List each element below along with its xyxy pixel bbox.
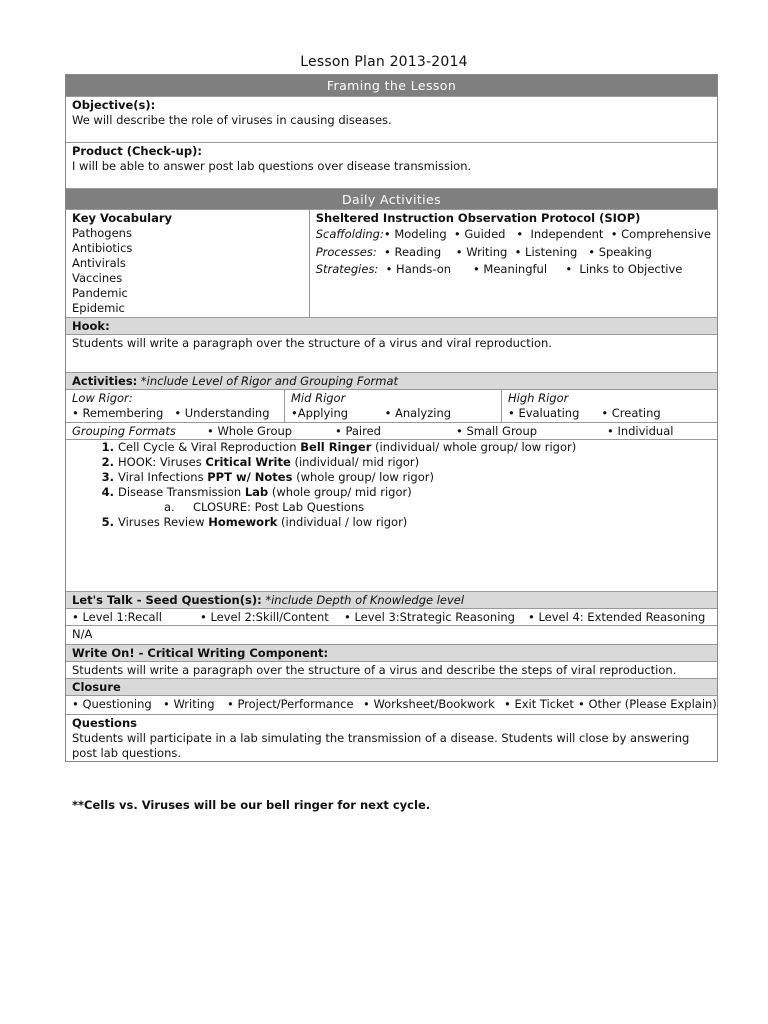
questions-text: Students will participate in a lab simulating the transmission of a disease. Students will close by answering post lab questions. — [72, 731, 690, 760]
closure-option: • Project/Performance — [227, 697, 354, 711]
key-vocabulary — [66, 210, 309, 317]
processes-options: • Reading • Writing • Listening • Speaking — [376, 244, 652, 259]
scaffolding-options: • Modeling • Guided • Independent • Comprehensive — [383, 227, 711, 241]
closure-option: • Exit Ticket — [504, 697, 574, 711]
dok-level: • Level 1:Recall — [72, 610, 162, 624]
vocab-item: Pandemic — [72, 286, 128, 300]
objective-text: We will describe the role of viruses in causing diseases. — [72, 113, 392, 127]
closure-option: • Other (Please Explain) — [578, 697, 717, 711]
scaffolding-label: Scaffolding: — [315, 227, 384, 241]
siop-label: Sheltered Instruction Observation Protocol (SIOP) — [315, 211, 641, 225]
closure-options — [66, 695, 717, 714]
grouping-formats — [66, 422, 717, 439]
list-item: 1. Cell Cycle & Viral Reproduction Bell Ringer (individual/ whole group/ low rigor) — [118, 440, 717, 455]
mid-rigor — [284, 390, 501, 422]
grouping-option: • Individual — [607, 424, 674, 438]
footnote: **Cells vs. Viruses will be our bell ringer for next cycle. — [72, 798, 431, 812]
closure-label: Closure — [66, 678, 717, 695]
questions-section — [66, 714, 717, 761]
grouping-option: • Small Group — [456, 424, 538, 438]
daily-header: Daily Activities — [66, 188, 717, 209]
closure-option: • Writing — [163, 697, 215, 711]
vocab-label: Key Vocabulary — [72, 211, 173, 225]
low-rigor-options: • Remembering • Understanding — [72, 406, 270, 420]
list-item: 2. HOOK: Viruses Critical Write (individual/ mid rigor) — [118, 455, 717, 470]
page-title: Lesson Plan 2013-2014 — [300, 54, 468, 70]
hook-label: Hook: — [66, 317, 717, 334]
high-rigor-options: • Evaluating • Creating — [508, 406, 661, 420]
high-rigor — [501, 390, 717, 422]
letstalk-answer: N/A — [66, 625, 717, 644]
list-item: 4. Disease Transmission Lab (whole group/ mid rigor) a. CLOSURE: Post Lab Questions — [118, 485, 717, 515]
dok-levels — [66, 608, 717, 625]
hook-text: Students will write a paragraph over the structure of a virus and viral reproduction. — [66, 334, 717, 372]
letstalk-header — [66, 591, 717, 608]
product-label: Product (Check-up): — [72, 144, 202, 158]
grouping-option: • Paired — [335, 424, 381, 438]
low-rigor — [66, 390, 284, 422]
high-rigor-label: High Rigor — [508, 391, 569, 405]
dok-level: • Level 2:Skill/Content — [200, 610, 329, 624]
siop — [309, 210, 717, 317]
vocab-item: Vaccines — [72, 271, 123, 285]
lesson-plan-table — [65, 74, 718, 762]
activities-label: Activities: — [72, 374, 138, 388]
framing-header: Framing the Lesson — [66, 75, 717, 96]
grouping-label: Grouping Formats — [72, 424, 176, 438]
strategies-label: Strategies: — [315, 262, 379, 276]
activities-note: *include Level of Rigor and Grouping Format — [137, 374, 398, 388]
letstalk-label: Let's Talk - Seed Question(s): — [72, 593, 262, 607]
vocab-item: Epidemic — [72, 301, 125, 315]
low-rigor-label: Low Rigor: — [72, 391, 133, 405]
processes-label: Processes: — [315, 244, 377, 259]
dok-level: • Level 3:Strategic Reasoning — [344, 610, 515, 624]
list-item: 3. Viral Infections PPT w/ Notes (whole group/ low rigor) — [118, 470, 717, 485]
vocab-item: Pathogens — [72, 226, 132, 240]
strategies-options: • Hands-on • Meaningful • Links to Objective — [378, 262, 683, 276]
vocab-item: Antibiotics — [72, 241, 133, 255]
objective-section — [66, 96, 717, 142]
questions-label: Questions — [72, 716, 137, 730]
rigor-levels — [66, 389, 717, 422]
list-sub-item: a. CLOSURE: Post Lab Questions — [164, 500, 365, 514]
writeon-text: Students will write a paragraph over the structure of a virus and describe the steps of viral reproduction. — [66, 661, 717, 678]
activities-header — [66, 372, 717, 389]
activities-list — [66, 439, 717, 591]
vocab-item: Antivirals — [72, 256, 126, 270]
vocab-siop-section — [66, 209, 717, 317]
closure-option: • Worksheet/Bookwork — [363, 697, 495, 711]
objective-label: Objective(s): — [72, 98, 156, 112]
product-section — [66, 142, 717, 188]
letstalk-note: *include Depth of Knowledge level — [261, 593, 465, 607]
mid-rigor-options: •Applying • Analyzing — [291, 406, 452, 420]
closure-option: • Questioning — [72, 697, 152, 711]
grouping-option: • Whole Group — [207, 424, 293, 438]
writeon-label: Write On! - Critical Writing Component: — [66, 644, 717, 661]
dok-level: • Level 4: Extended Reasoning — [528, 610, 706, 624]
product-text: I will be able to answer post lab questions over disease transmission. — [72, 159, 472, 173]
list-item: 5. Viruses Review Homework (individual / low rigor) — [118, 515, 717, 530]
mid-rigor-label: Mid Rigor — [291, 391, 346, 405]
